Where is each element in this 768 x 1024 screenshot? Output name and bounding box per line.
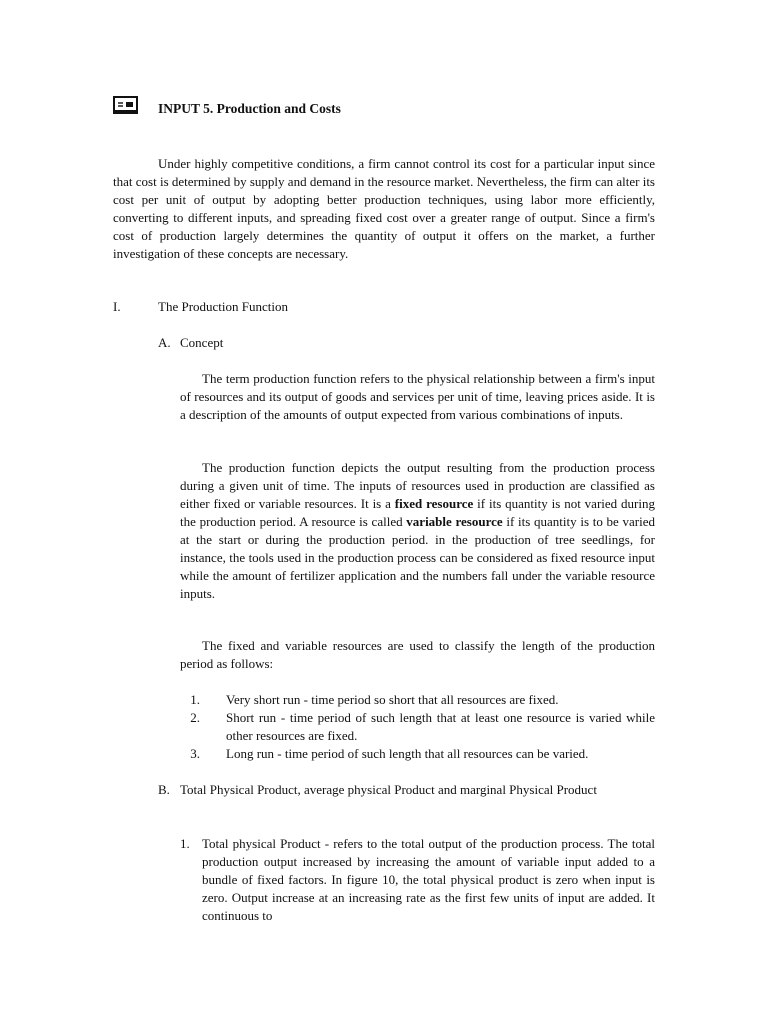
subsection-title: Concept [180,335,224,350]
list-number: 1. [190,692,200,707]
section-number: I. [113,299,121,314]
subsection-letter: B. [158,782,170,797]
page-title: INPUT 5. Production and Costs [158,101,341,116]
list-number: 3. [190,746,200,761]
concept-paragraph-2 [180,459,655,603]
document-monitor-icon [113,96,139,116]
concept-paragraph-3: The fixed and variable resources are used to classify the length of the production period as follows: [180,638,655,671]
list-text: Very short run - time period so short that all resources are fixed. [226,692,559,707]
list-item [180,745,655,763]
paragraph-text: if its quantity is to be varied at the start or during the production period. in the production of tree seedlings, for instance, the tools used in the production process can be considered as fixed resource input while the amount of fertilizer application and the numbers fall under the variable resource inputs. [180,514,655,601]
paragraph-text: if its quantity is not varied during the production period. A resource is called [180,496,655,529]
list-number: 1. [180,836,190,851]
list-item [180,709,655,745]
section-title: The Production Function [158,299,288,314]
list-item [180,691,655,709]
list-text: Total physical Product - refers to the total output of the production process. The total production output increased by increasing the amount of variable input added to a bundle of fixed factors. In figure 10, the total physical product is zero when input is zero. Output increase at an increasing rate as the first few units of input are added. It continuous to [202,836,655,923]
paragraph-text: The production function depicts the output resulting from the production process during a given unit of time. The inputs of resources used in production are classified as either fixed or variable resources. It is a [180,460,655,511]
list-text: Long run - time period of such length that all resources can be varied. [226,746,589,761]
concept-paragraph-1: The term production function refers to the physical relationship between a firm's input of resources and its output of goods and services per unit of time, leaving prices aside. It is a description of the amounts of output expected from various combinations of inputs. [180,371,655,422]
subsection-title: Total Physical Product, average physical Product and marginal Physical Product [180,782,597,797]
list-number: 2. [190,710,200,725]
intro-paragraph: Under highly competitive conditions, a firm cannot control its cost for a particular input since that cost is determined by supply and demand in the resource market. Nevertheless, the firm can alter its cost per unit of output by adopting better production techniques, using labor more efficiently, converting to different inputs, and spreading fixed cost over a greater range of output. Since a firm's cost of production largely determines the quantity of output it offers on the market, a further investigation of these concepts are necessary. [113,156,655,261]
subsection-letter: A. [158,335,171,350]
term-fixed-resource: fixed resource [394,496,474,511]
list-item [180,835,655,925]
list-text: Short run - time period of such length that at least one resource is varied while other resources are fixed. [226,710,655,743]
term-variable-resource: variable resource [406,514,503,529]
